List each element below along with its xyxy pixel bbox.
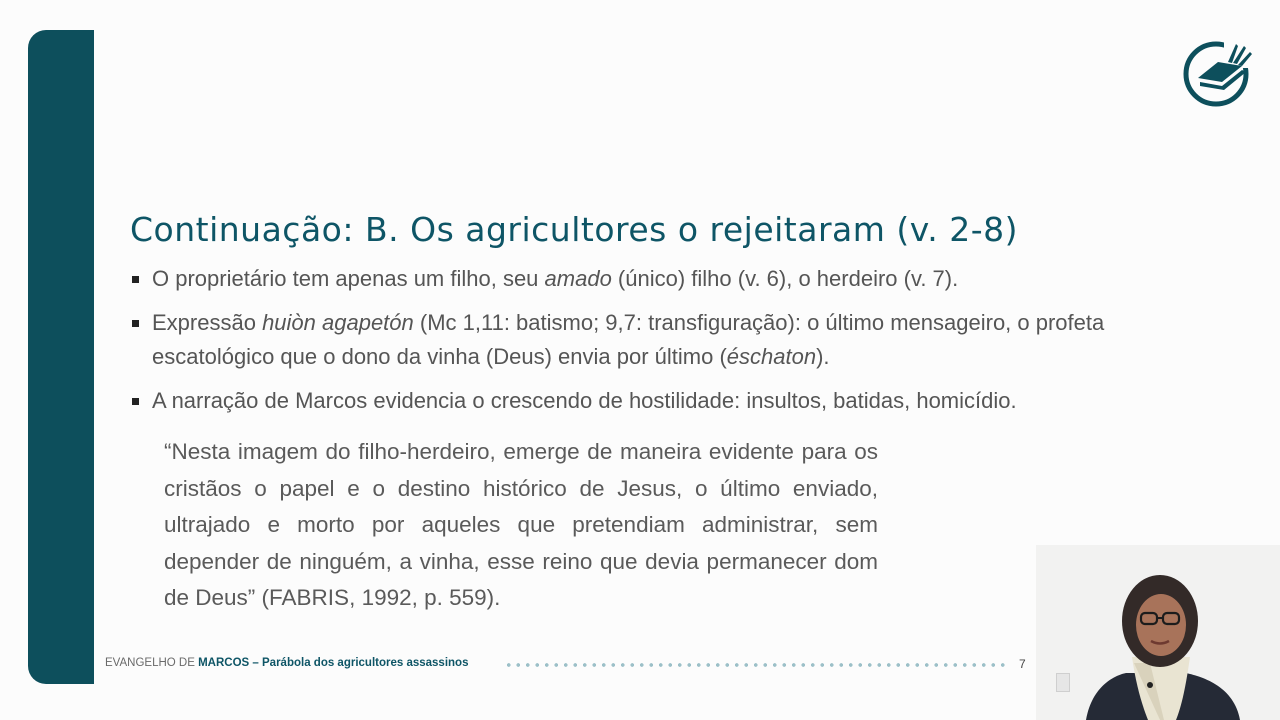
square-bullet-icon (132, 276, 139, 283)
bullet-text: (Mc 1,11: batismo; 9,7: transfiguração): o último mensageiro, o profeta escatológico que o dono da vinha (Deus) envia por último ( (152, 310, 1105, 369)
slide-footer (105, 657, 468, 669)
footer-separator: – (249, 657, 263, 669)
bullet-text: Expressão (152, 310, 263, 335)
wall-switch (1056, 673, 1070, 692)
footer-lesson-title: Parábola dos agricultores assassinos (262, 657, 469, 669)
bullet-text: ). (816, 344, 830, 369)
open-book-logo-icon (1180, 36, 1256, 112)
square-bullet-icon (132, 398, 139, 405)
square-bullet-icon (132, 320, 139, 327)
accent-side-bar (28, 30, 94, 684)
page-number: 7 (1019, 657, 1026, 671)
bullet-text: A narração de Marcos evidencia o crescendo de hostilidade: insultos, batidas, homicídio. (152, 388, 1017, 413)
bullet-emphasis: éschaton (726, 344, 817, 369)
footer-dotted-line (504, 663, 1009, 667)
slide-title: Continuação: B. Os agricultores o rejeitaram (v. 2-8) (130, 210, 1018, 250)
bullet-item (130, 384, 1150, 418)
bullet-item (130, 306, 1150, 374)
footer-course-name: MARCOS (198, 657, 250, 669)
footer-course-prefix: EVANGELHO DE (105, 657, 199, 669)
bullet-text: O proprietário tem apenas um filho, seu (152, 266, 545, 291)
speaker-video-overlay (1036, 545, 1280, 720)
bullet-list (130, 262, 1150, 428)
bullet-text: (único) filho (v. 6), o herdeiro (v. 7). (611, 266, 959, 291)
bullet-emphasis: huiòn agapetón (262, 310, 414, 335)
bullet-emphasis: amado (544, 266, 612, 291)
presenter-figure (1036, 545, 1280, 720)
citation-quote: “Nesta imagem do filho-herdeiro, emerge de maneira evidente para os cristãos o papel e o destino histórico de Jesus, o último enviado, ultrajado e morto por aqueles que pretendiam administrar, sem depender de ninguém, a vinha, esse reino que devia permanecer dom de Deus” (FABRIS, 1992, p. 559). (164, 439, 878, 610)
bullet-item (130, 262, 1150, 296)
